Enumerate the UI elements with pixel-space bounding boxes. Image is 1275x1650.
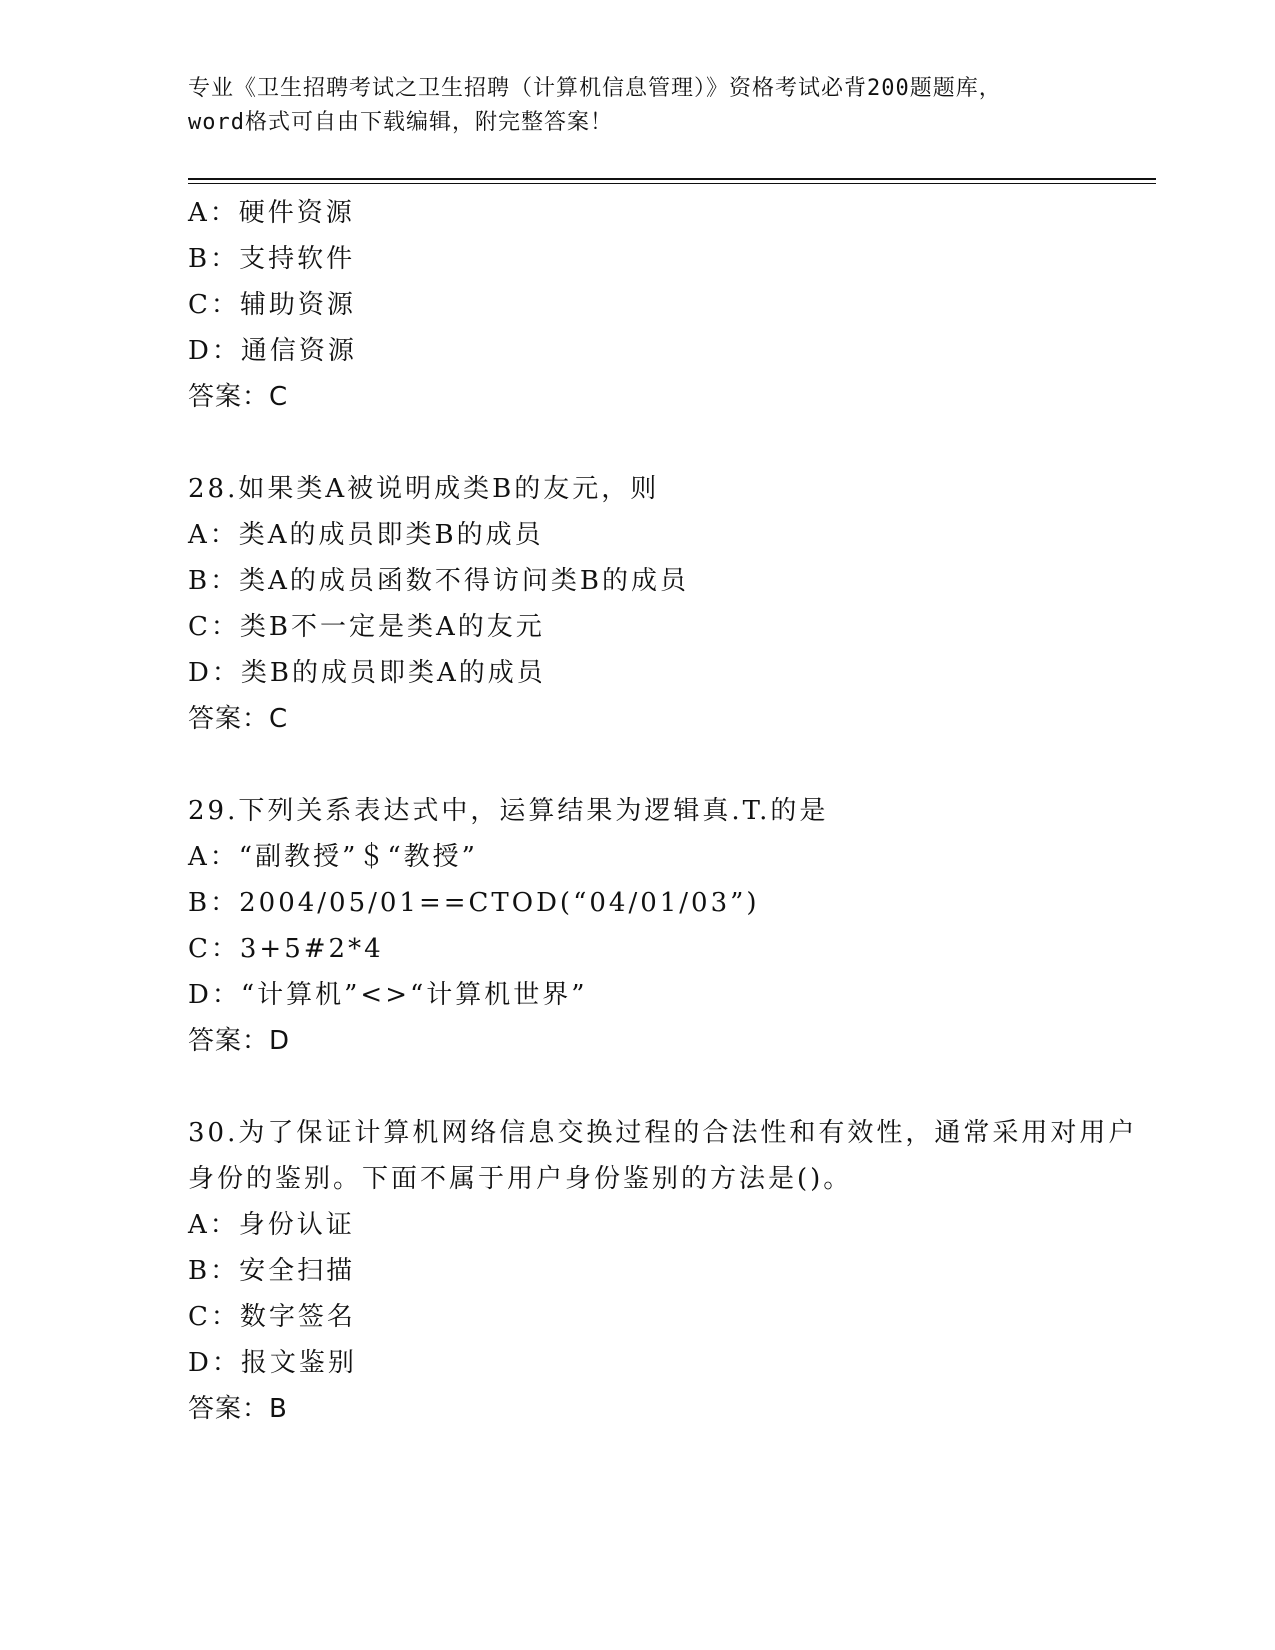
option-d: D：类B的成员即类A的成员 (188, 658, 546, 688)
option-a: A：类A的成员即类B的成员 (188, 520, 544, 550)
header-line-2: word格式可自由下载编辑，附完整答案！ (188, 110, 613, 135)
option-d: D：报文鉴别 (188, 1348, 357, 1378)
option-c: C：数字签名 (188, 1302, 356, 1332)
option-c: C：3+5#2*4 (188, 934, 384, 964)
header-line-1: 专业《卫生招聘考试之卫生招聘（计算机信息管理）》资格考试必背200题题库， (188, 76, 1002, 101)
option-a: A：身份认证 (188, 1210, 355, 1240)
question-stem: 30.为了保证计算机网络信息交换过程的合法性和有效性，通常采用对用户身份的鉴别。下面不属于用户身份鉴别的方法是()。 (188, 1118, 1138, 1194)
answer: 答案：C (188, 704, 289, 734)
option-b: B：安全扫描 (188, 1256, 356, 1286)
option-b: B：支持软件 (188, 244, 356, 274)
option-c: C：类B不一定是类A的友元 (188, 612, 545, 642)
question-28 (188, 466, 1148, 742)
option-b: B：类A的成员函数不得访问类B的成员 (188, 566, 689, 596)
option-a: A：“副教授”＄“教授” (188, 842, 478, 872)
option-c: C：辅助资源 (188, 290, 356, 320)
question-27-continued (188, 190, 1148, 420)
question-stem: 28.如果类A被说明成类B的友元，则 (188, 474, 660, 504)
option-a: A：硬件资源 (188, 198, 355, 228)
option-d: D：“计算机”<>“计算机世界” (188, 980, 588, 1010)
option-b: B：2004/05/01==CTOD(“04/01/03”) (188, 888, 760, 918)
document-header (188, 72, 1088, 140)
option-d: D：通信资源 (188, 336, 357, 366)
question-29 (188, 788, 1148, 1064)
question-30 (188, 1110, 1148, 1432)
question-list (188, 190, 1148, 1478)
answer: 答案：C (188, 382, 289, 412)
answer: 答案：B (188, 1394, 288, 1424)
question-stem: 29.下列关系表达式中，运算结果为逻辑真.T.的是 (188, 796, 829, 826)
header-divider (188, 178, 1156, 184)
answer: 答案：D (188, 1026, 291, 1056)
